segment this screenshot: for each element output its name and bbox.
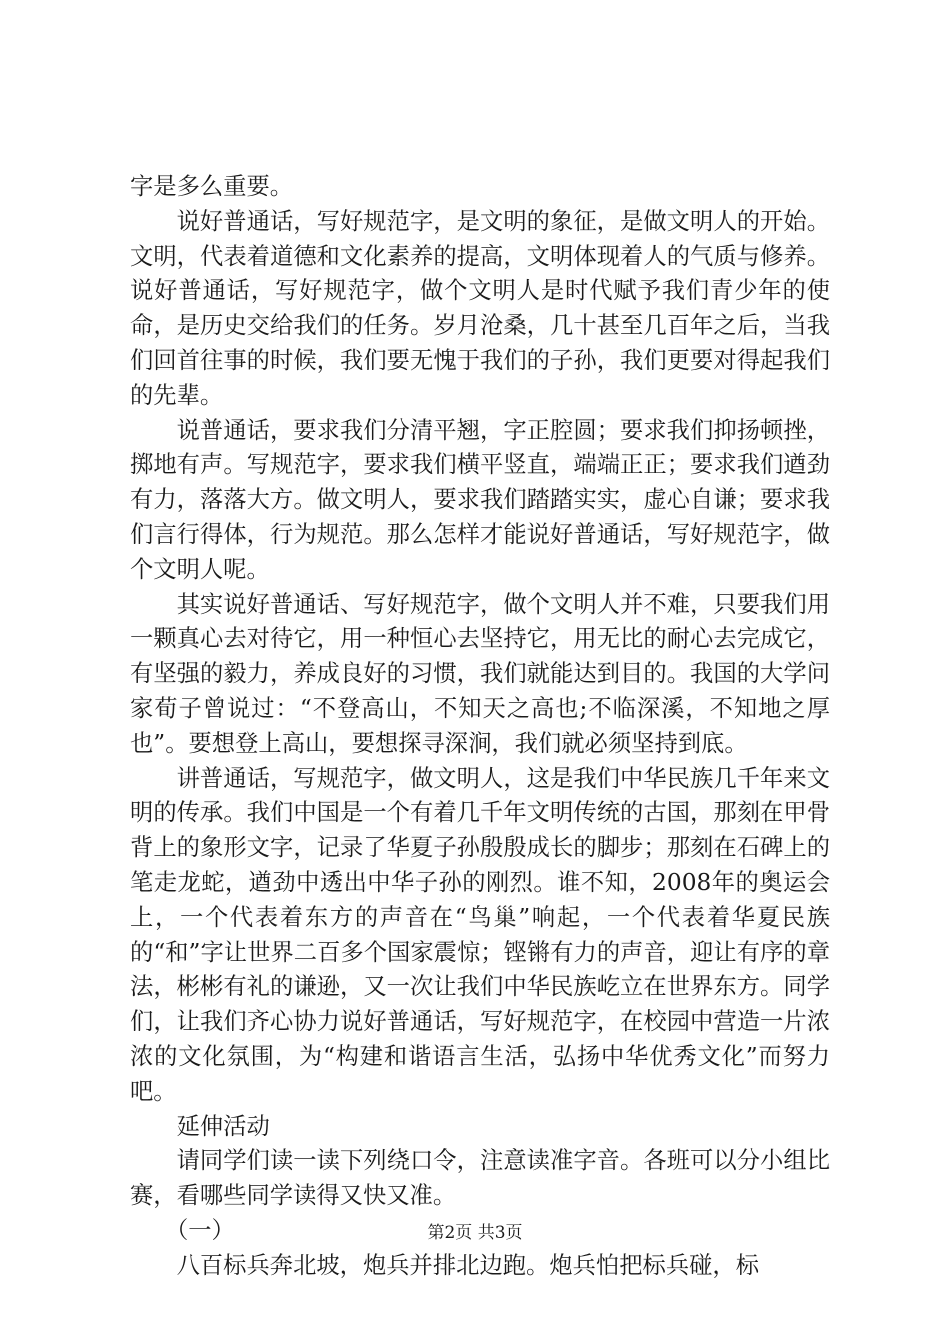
paragraph-2: 说好普通话，写好规范字，是文明的象征，是做文明人的开始。文明，代表着道德和文化素养的提高，文明体现着人的气质与修养。说好普通话，写好规范字，做个文明人是时代赋予我们青少年的使命，是历史交给我们的任务。岁月沧桑，几十甚至几百年之后，当我们回首往事的时候，我们要无愧于我们的子孙，我们更要对得起我们的先辈。 bbox=[130, 207, 830, 409]
paragraph-1: 字是多么重要。 bbox=[130, 173, 294, 200]
page-footer: 第2页 共3页 bbox=[427, 1223, 523, 1243]
document-body bbox=[130, 170, 830, 1284]
section-heading-extension-activity: 延伸活动 bbox=[176, 1112, 270, 1140]
paragraph-5: 讲普通话，写规范字，做文明人，这是我们中华民族几千年来文明的传承。我们中国是一个有着几千年文明传统的古国，那刻在甲骨背上的象形文字，记录了华夏子孙殷殷成长的脚步；那刻在石碑上的笔走龙蛇，遒劲中透出中华子孙的刚烈。谁不知，2008年的奥运会上，一个代表着东方的声音在“鸟巢”响起，一个代表着华夏民族的“和”字让世界二百多个国家震惊；铿锵有力的声音，迎让有序的章法，彬彬有礼的谦逊，又一次让我们中华民族屹立在世界东方。同学们，让我们齐心协力说好普通话，写好规范字，在校园中营造一片浓浓的文化氛围，为“构建和谐语言生活，弘扬中华优秀文化”而努力吧。 bbox=[130, 764, 830, 1105]
paragraph-instructions: 请同学们读一读下列绕口令，注意读准字音。各班可以分小组比赛，看哪些同学读得又快又准。 bbox=[130, 1147, 830, 1210]
tongue-twister-text: 八百标兵奔北坡，炮兵并排北边跑。炮兵怕把标兵碰，标 bbox=[176, 1251, 760, 1279]
subsection-label: （一） bbox=[164, 1216, 235, 1244]
paragraph-3: 说普通话，要求我们分清平翘，字正腔圆；要求我们抑扬顿挫，掷地有声。写规范字，要求我们横平竖直，端端正正；要求我们遒劲有力，落落大方。做文明人，要求我们踏踏实实，虚心自谦；要求我们言行得体，行为规范。那么怎样才能说好普通话，写好规范字，做个文明人呢。 bbox=[130, 416, 830, 583]
paragraph-4: 其实说好普通话、写好规范字，做个文明人并不难，只要我们用一颗真心去对待它，用一种恒心去坚持它，用无比的耐心去完成它，有坚强的毅力，养成良好的习惯，我们就能达到目的。我国的大学问家荀子曾说过：“不登高山，不知天之高也;不临深溪，不知地之厚也”。要想登上高山，要想探寻深涧，我们就必须坚持到底。 bbox=[130, 590, 830, 757]
